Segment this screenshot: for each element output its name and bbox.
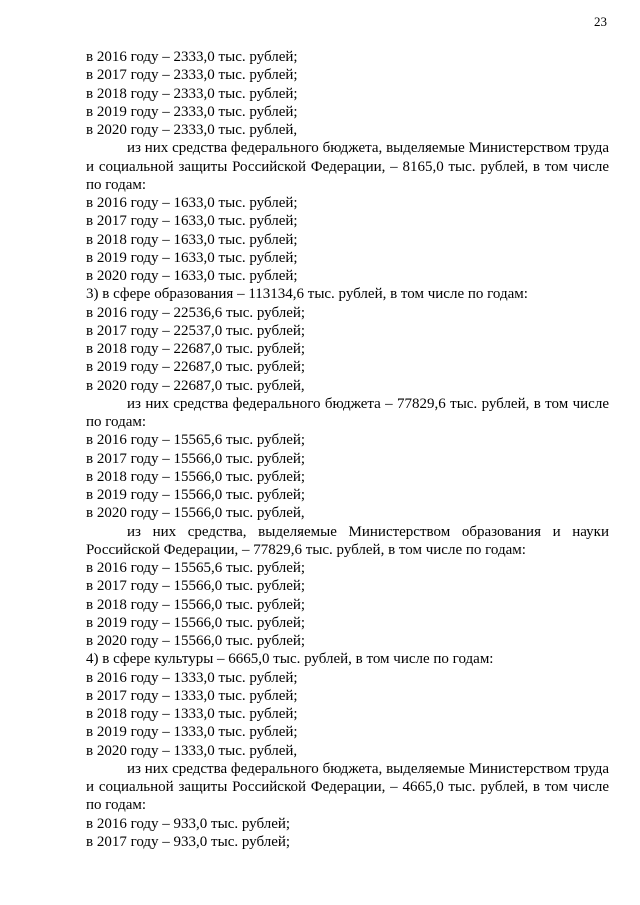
text-line: в 2020 году – 1333,0 тыс. рублей,: [86, 742, 298, 759]
text-line: в 2016 году – 1333,0 тыс. рублей;: [86, 669, 298, 686]
text-line: в 2020 году – 1633,0 тыс. рублей;: [86, 268, 298, 284]
text-line: в 2018 году – 15566,0 тыс. рублей;: [86, 596, 306, 613]
text-line: в 2017 году – 2333,0 тыс. рублей;: [86, 67, 298, 84]
text-line: в 2017 году – 22537,0 тыс. рублей;: [86, 322, 306, 339]
text-line: в 2018 году – 1633,0 тыс. рублей;: [86, 231, 298, 248]
text-line: в 2019 году – 15566,0 тыс. рублей;: [86, 614, 306, 631]
text-line: 4) в сфере культуры – 6665,0 тыс. рублей, в том числе по годам:: [86, 651, 494, 668]
text-line: в 2017 году – 15566,0 тыс. рублей;: [86, 578, 306, 595]
text-line: в 2018 году – 15566,0 тыс. рублей;: [86, 468, 306, 485]
paragraph: из них средства, выделяемые Министерством образования и науки Российской Федерации, – 77829,6 тыс. рублей, в том числе по годам:: [86, 523, 609, 558]
text-line: в 2019 году – 22687,0 тыс. рублей;: [86, 359, 306, 376]
text-line: в 2016 году – 2333,0 тыс. рублей;: [86, 49, 298, 65]
text-line: в 2016 году – 1633,0 тыс. рублей;: [86, 195, 298, 211]
paragraph: из них средства федерального бюджета, выделяемые Министерством труда и социальной защиты Российской Федерации, – 8165,0 тыс. рублей, в том числе по годам:: [86, 140, 609, 193]
text-line: в 2020 году – 2333,0 тыс. рублей,: [86, 122, 298, 138]
text-line: в 2018 году – 1333,0 тыс. рублей;: [86, 706, 298, 722]
text-line: в 2019 году – 1633,0 тыс. рублей;: [86, 249, 298, 266]
text-line: в 2017 году – 15566,0 тыс. рублей;: [86, 450, 306, 467]
text-line: в 2020 году – 22687,0 тыс. рублей,: [86, 377, 305, 394]
text-line: в 2016 году – 22536,6 тыс. рублей;: [86, 304, 306, 321]
text-line: в 2020 году – 15566,0 тыс. рублей;: [86, 633, 306, 649]
paragraph: из них средства федерального бюджета – 77829,6 тыс. рублей, в том числе по годам:: [86, 395, 609, 430]
text-line: в 2019 году – 2333,0 тыс. рублей;: [86, 103, 298, 120]
text-line: в 2016 году – 933,0 тыс. рублей;: [86, 815, 291, 832]
text-line: 3) в сфере образования – 113134,6 тыс. рублей, в том числе по годам:: [86, 286, 528, 303]
text-line: в 2019 году – 1333,0 тыс. рублей;: [86, 724, 298, 741]
text-line: в 2020 году – 15566,0 тыс. рублей,: [86, 505, 305, 522]
text-line: в 2017 году – 1333,0 тыс. рублей;: [86, 687, 298, 704]
document-body: [86, 48, 609, 851]
text-line: в 2016 году – 15565,6 тыс. рублей;: [86, 560, 306, 576]
text-line: в 2018 году – 2333,0 тыс. рублей;: [86, 85, 298, 102]
text-line: в 2016 году – 15565,6 тыс. рублей;: [86, 432, 306, 449]
paragraph: из них средства федерального бюджета, выделяемые Министерством труда и социальной защиты Российской Федерации, – 4665,0 тыс. рублей, в том числе по годам:: [86, 760, 609, 814]
text-line: в 2018 году – 22687,0 тыс. рублей;: [86, 341, 306, 357]
text-line: в 2017 году – 1633,0 тыс. рублей;: [86, 213, 298, 230]
text-line: в 2017 году – 933,0 тыс. рублей;: [86, 833, 291, 850]
text-line: в 2019 году – 15566,0 тыс. рублей;: [86, 487, 306, 503]
page-number: 23: [594, 14, 607, 29]
